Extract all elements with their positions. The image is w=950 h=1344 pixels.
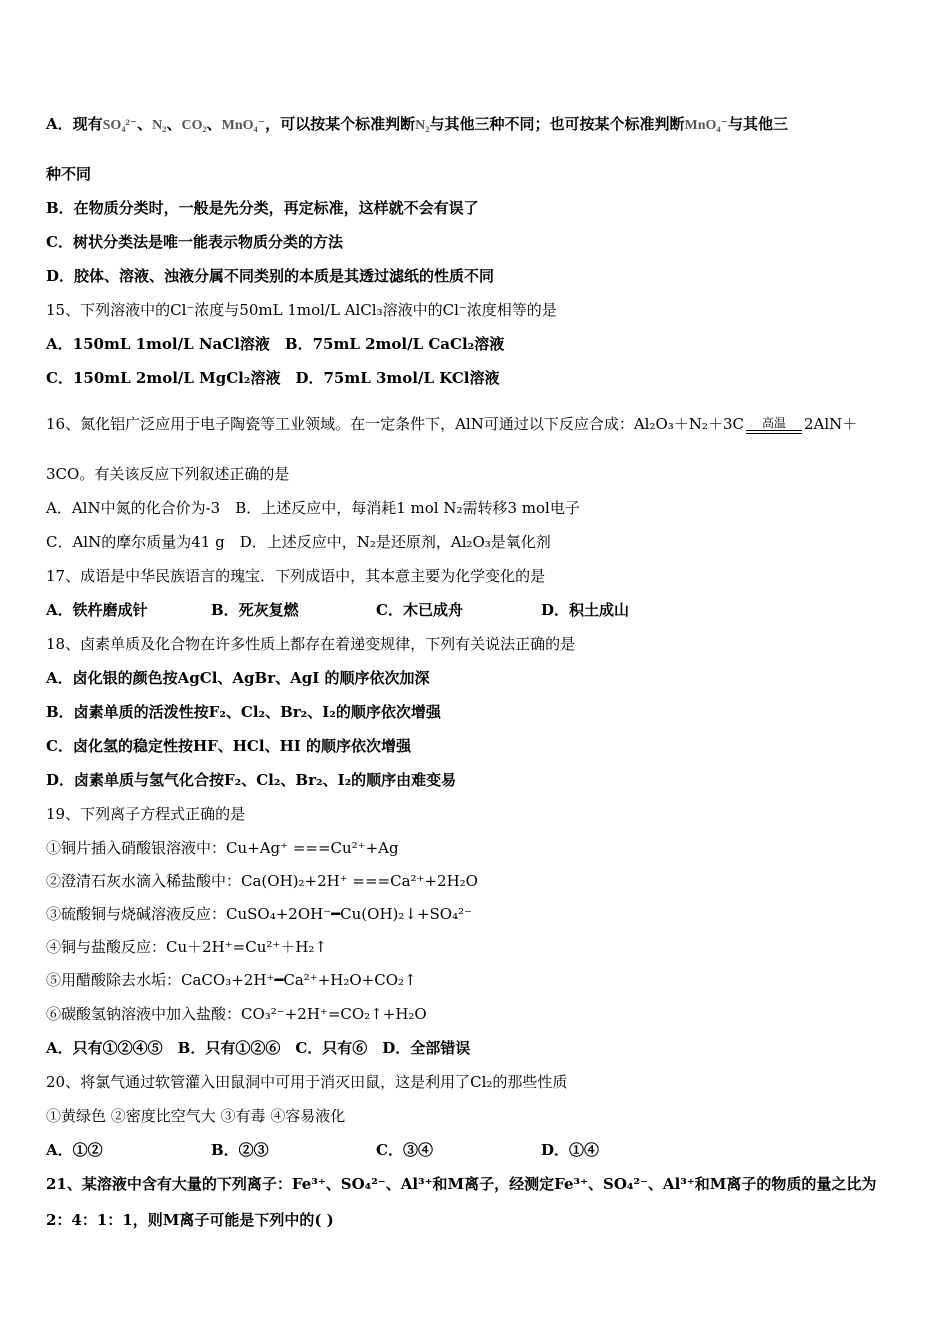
q18-option-b: B．卤素单质的活泼性按F₂、Cl₂、Br₂、I₂的顺序依次增强 (46, 703, 441, 721)
formula-n2: N₂ (152, 118, 167, 133)
q19-item-3: ③硫酸铜与烧碱溶液反应：CuSO₄+2OH⁻━Cu(OH)₂↓+SO₄²⁻ (46, 905, 473, 923)
q14-option-b: B．在物质分类时，一般是先分类，再定标准，这样就不会有误了 (46, 199, 479, 217)
q20-option-d: D．①④ (541, 1141, 600, 1159)
q18-option-c: C．卤化氢的稳定性按HF、HCl、HI 的顺序依次增强 (46, 737, 411, 755)
q17-option-a: A．铁杵磨成针 (46, 601, 148, 619)
q18-option-a: A．卤化银的颜色按AgCl、AgBr、AgI 的顺序依次加深 (46, 669, 430, 687)
separator: 、 (206, 115, 222, 133)
q20-properties: ①黄绿色 ②密度比空气大 ③有毒 ④容易液化 (46, 1107, 346, 1125)
equals-bars (746, 430, 802, 434)
formula-mno4-ref: MnO₄⁻ (684, 118, 728, 133)
q20-stem: 20、将氯气通过软管灌入田鼠洞中可用于消灭田鼠，这是利用了Cl₂的那些性质 (46, 1073, 568, 1091)
q21-stem-cont: 2：4：1：1，则M离子可能是下列中的( ) (46, 1211, 334, 1229)
q19-item-6: ⑥碳酸氢钠溶液中加入盐酸：CO₃²⁻+2H⁺=CO₂↑+H₂O (46, 1005, 427, 1023)
q14-option-c: C．树状分类法是唯一能表示物质分类的方法 (46, 233, 343, 251)
q19-item-5: ⑤用醋酸除去水垢：CaCO₃+2H⁺━Ca²⁺+H₂O+CO₂↑ (46, 971, 417, 989)
q18-stem: 18、卤素单质及化合物在许多性质上都存在着递变规律，下列有关说法正确的是 (46, 635, 576, 653)
q14-a-tail: 与其他三 (727, 115, 788, 133)
q18-option-d: D．卤素单质与氢气化合按F₂、Cl₂、Br₂、I₂的顺序由难变易 (46, 771, 457, 789)
q14-option-a (46, 114, 910, 136)
q16-stem-cont: 3CO。有关该反应下列叙述正确的是 (46, 465, 290, 483)
q17-option-c: C．木已成舟 (376, 601, 463, 619)
q15-options-ab: A．150mL 1mol/L NaCl溶液 B．75mL 2mol/L CaCl₂溶液 (46, 335, 505, 353)
q19-item-2: ②澄清石灰水滴入稀盐酸中：Ca(OH)₂+2H⁺ ===Ca²⁺+2H₂O (46, 872, 478, 890)
separator: 、 (166, 115, 182, 133)
q14-option-d: D．胶体、溶液、浊液分属不同类别的本质是其透过滤纸的性质不同 (46, 267, 495, 285)
q19-item-4: ④铜与盐酸反应：Cu＋2H⁺=Cu²⁺＋H₂↑ (46, 938, 327, 956)
q17-stem: 17、成语是中华民族语言的瑰宝．下列成语中，其本意主要为化学变化的是 (46, 567, 546, 585)
q17-option-b: B．死灰复燃 (211, 601, 299, 619)
q20-option-c: C．③④ (376, 1141, 433, 1159)
q21-stem: 21、某溶液中含有大量的下列离子：Fe³⁺、SO₄²⁻、Al³⁺和M离子，经测定Fe³⁺、SO₄²⁻、Al³⁺和M离子的物质的量之比为 (46, 1175, 877, 1193)
formula-n2-ref: N₂ (415, 118, 430, 133)
reaction-condition: 高温 (761, 415, 786, 430)
q20-option-b: B．②③ (211, 1141, 269, 1159)
q14-a-prefix: A．现有 (46, 115, 103, 133)
reaction-arrow (746, 417, 802, 434)
q16-options-cd: C．AlN的摩尔质量为41 g D．上述反应中，N₂是还原剂，Al₂O₃是氧化剂 (46, 533, 551, 551)
separator: 、 (137, 115, 153, 133)
q17-option-d: D．积土成山 (541, 601, 630, 619)
formula-co2: CO₂ (181, 118, 207, 133)
q16-options-ab: A．AlN中氮的化合价为-3 B．上述反应中，每消耗1 mol N₂需转移3 mol电子 (46, 499, 580, 517)
q16-stem-pre: 16、氮化铝广泛应用于电子陶瓷等工业领域。在一定条件下，AlN可通过以下反应合成：Al₂O₃＋N₂＋3C (46, 415, 744, 433)
formula-so4: SO₄²⁻ (102, 118, 138, 133)
q15-options-cd: C．150mL 2mol/L MgCl₂溶液 D．75mL 3mol/L KCl溶液 (46, 369, 500, 387)
q16-stem (46, 414, 910, 434)
q14-option-a-cont: 种不同 (46, 165, 92, 183)
formula-mno4: MnO₄⁻ (221, 118, 266, 133)
q14-a-mid2: 与其他三种不同；也可按某个标准判断 (429, 115, 685, 133)
q16-stem-post: 2AlN＋ (803, 415, 858, 433)
q19-stem: 19、下列离子方程式正确的是 (46, 805, 246, 823)
q19-item-1: ①铜片插入硝酸银溶液中：Cu+Ag⁺ ===Cu²⁺+Ag (46, 839, 399, 857)
q19-options: A．只有①②④⑤ B．只有①②⑥ C．只有⑥ D．全部错误 (46, 1039, 471, 1057)
q14-a-mid1: ，可以按某个标准判断 (265, 115, 416, 133)
q20-option-a: A．①② (46, 1141, 103, 1159)
q15-stem: 15、下列溶液中的Cl⁻浓度与50mL 1mol/L AlCl₃溶液中的Cl⁻浓度相等的是 (46, 301, 557, 319)
